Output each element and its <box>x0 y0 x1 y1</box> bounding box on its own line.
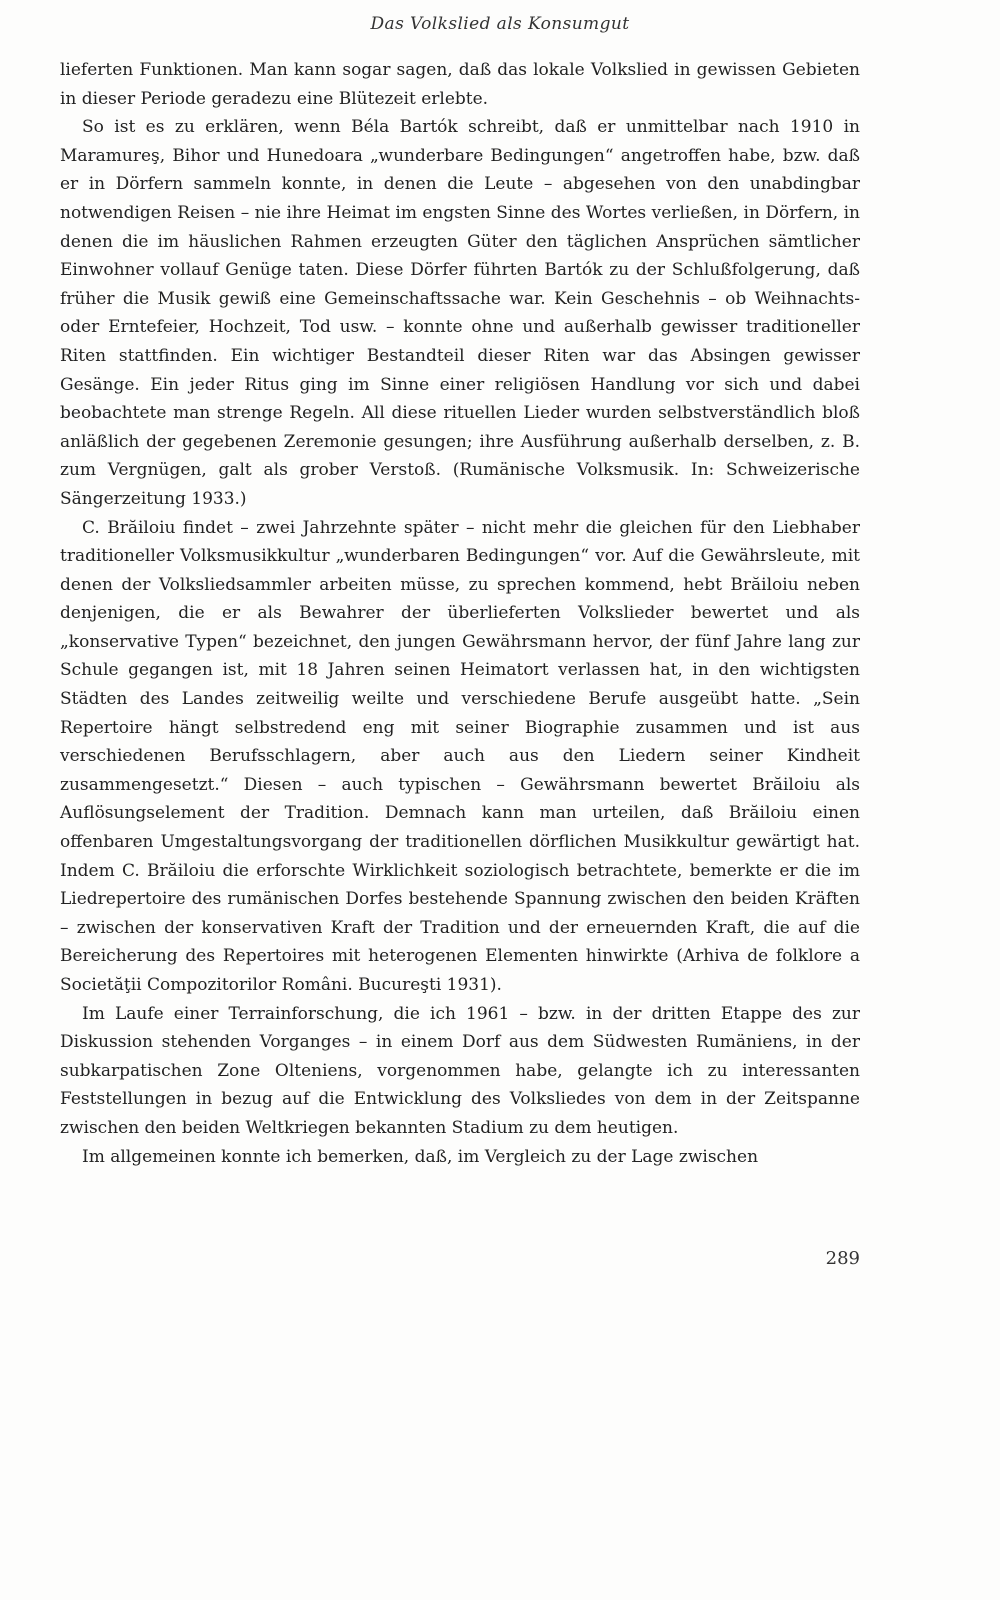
paragraph-2: So ist es zu erklären, wenn Béla Bartók schreibt, daß er unmittelbar nach 1910 in Maramureş, Bihor und Hunedoara „wunderbare Bedingungen“ angetroffen habe, bzw. daß er in Dörfern sammeln konnte, in denen die Leute – abgesehen von den unabdingbar notwendigen Reisen – nie ihre Heimat im engsten Sinne des Wortes verließen, in Dörfern, in denen die im häuslichen Rahmen erzeugten Güter den täglichen Ansprüchen sämtlicher Einwohner vollauf Genüge taten. Diese Dörfer führten Bartók zu der Schlußfolgerung, daß früher die Musik gewiß eine Gemeinschaftssache war. Kein Geschehnis – ob Weihnachts- oder Erntefeier, Hochzeit, Tod usw. – konnte ohne und außerhalb gewisser traditioneller Riten stattfinden. Ein wichtiger Bestandteil dieser Riten war das Absingen gewisser Gesänge. Ein jeder Ritus ging im Sinne einer religiösen Handlung vor sich und dabei beobachtete man strenge Regeln. All diese rituellen Lieder wurden selbstverständlich bloß anläßlich der gegebenen Zeremonie gesungen; ihre Ausführung außerhalb derselben, z. B. zum Vergnügen, galt als grober Verstoß. (Rumänische Volksmusik. In: Schweizerische Sängerzeitung 1933.) <box>60 117 860 509</box>
running-head: Das Volkslied als Konsumgut <box>370 14 630 34</box>
body-text <box>60 56 860 1171</box>
paragraph-4: Im Laufe einer Terrainforschung, die ich 1961 – bzw. in der dritten Etappe des zur Diskussion stehenden Vorganges – in einem Dorf aus dem Südwesten Rumäniens, in der subkarpatischen Zone Olteniens, vorgenommen habe, gelangte ich zu interessanten Feststellungen in bezug auf die Entwicklung des Volksliedes von dem in der Zeitspanne zwischen den beiden Weltkriegen bekannten Stadium zu dem heutigen. <box>60 1003 860 1138</box>
paragraph-1: lieferten Funktionen. Man kann sogar sagen, daß das lokale Volkslied in gewissen Gebieten in dieser Periode geradezu eine Blütezeit erlebte. <box>60 60 860 109</box>
page-number: 289 <box>825 1248 860 1269</box>
paragraph-5: Im allgemeinen konnte ich bemerken, daß, im Vergleich zu der Lage zwischen <box>82 1146 759 1167</box>
paragraph-3: C. Brăiloiu findet – zwei Jahrzehnte später – nicht mehr die gleichen für den Liebhaber traditioneller Volksmusikkultur „wunderbaren Bedingungen“ vor. Auf die Gewährsleute, mit denen der Volksliedsammler arbeiten müsse, zu sprechen kommend, hebt Brăiloiu neben denjenigen, die er als Bewahrer der überlieferten Volkslieder bewertet und als „konservative Typen“ bezeichnet, den jungen Gewährsmann hervor, der fünf Jahre lang zur Schule gegangen ist, mit 18 Jahren seinen Heimatort verlassen hat, in den wichtigsten Städten des Landes zeitweilig weilte und verschiedene Berufe ausgeübt hatte. „Sein Repertoire hängt selbstredend eng mit seiner Biographie zusammen und ist aus verschiedenen Berufsschlagern, aber auch aus den Liedern seiner Kindheit zusammengesetzt.“ Diesen – auch typischen – Gewährsmann bewertet Brăiloiu als Auflösungselement der Tradition. Demnach kann man urteilen, daß Brăiloiu einen offenbaren Umgestaltungsvorgang der traditionellen dörflichen Musikkultur gewärtigt hat. Indem C. Brăiloiu die erforschte Wirklichkeit soziologisch betrachtete, bemerkte er die im Liedrepertoire des rumänischen Dorfes bestehende Spannung zwischen den beiden Kräften – zwischen der konservativen Kraft der Tradition und der erneuernden Kraft, die auf die Bereicherung des Repertoires mit heterogenen Elementen hinwirkte (Arhiva de folklore a Societăţii Compozitorilor Români. Bucureşti 1931). <box>60 517 860 995</box>
